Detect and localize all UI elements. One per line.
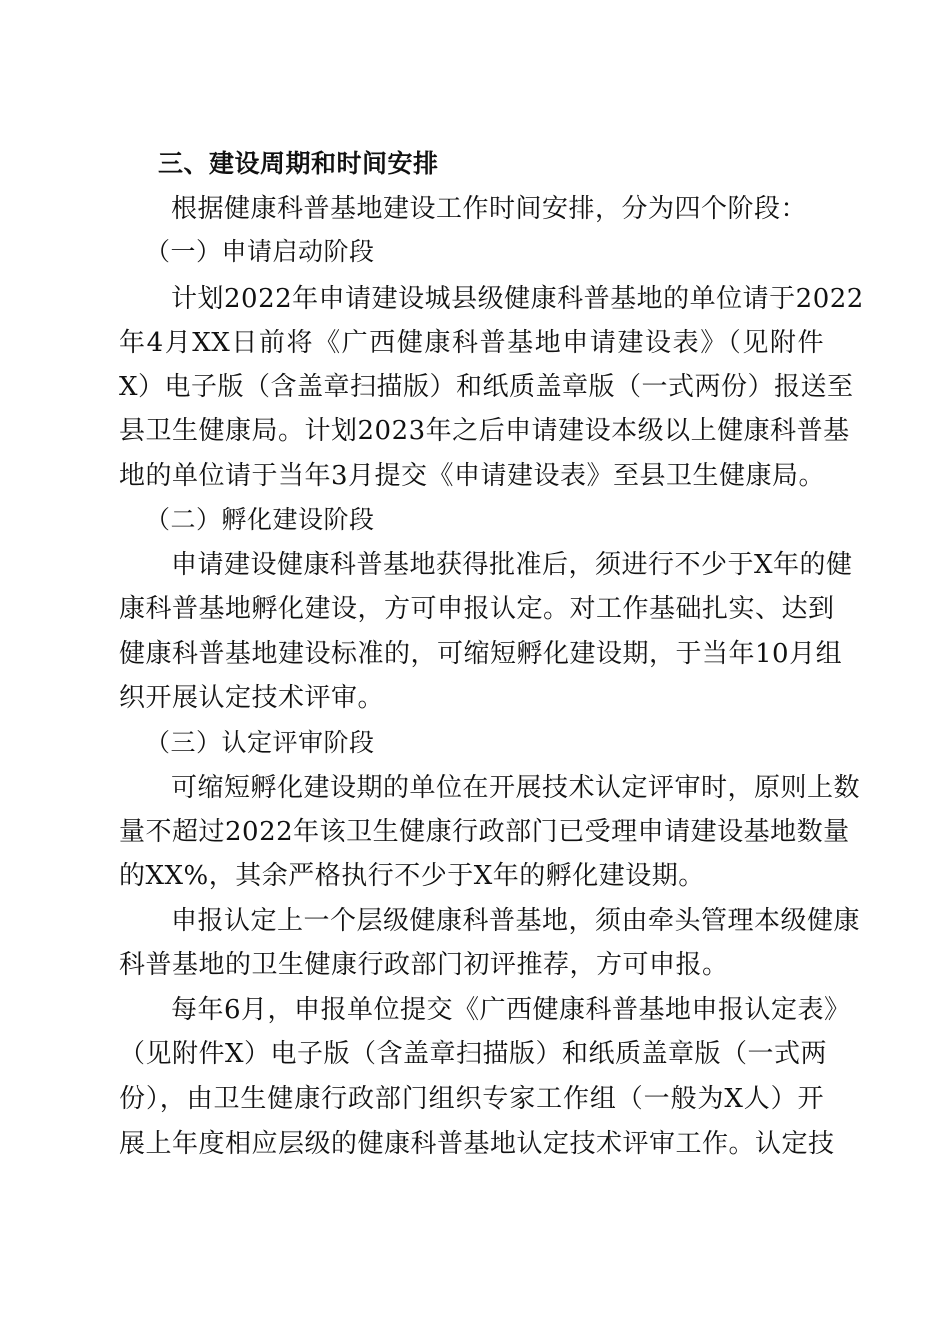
stage3-title: （三）认定评审阶段 [145, 728, 375, 757]
stage3-para3-line: （见附件X）电子版（含盖章扫描版）和纸质盖章版（一式两 [119, 1039, 828, 1069]
stage3-para2-line: 科普基地的卫生健康行政部门初评推荐，方可申报。 [119, 950, 729, 980]
stage2-line: 健康科普基地建设标准的，可缩短孵化建设期，于当年10月组 [119, 639, 843, 669]
stage3-para3-line: 展上年度相应层级的健康科普基地认定技术评审工作。认定技 [119, 1129, 835, 1159]
stage3-para3-line: 每年6月，申报单位提交《广西健康科普基地申报认定表》 [171, 995, 851, 1025]
stage1-line: 年4月XX日前将《广西健康科普基地申请建设表》（见附件 [119, 328, 824, 358]
stage3-para1-line: 可缩短孵化建设期的单位在开展技术认定评审时，原则上数 [171, 773, 861, 803]
stage2-title: （二）孵化建设阶段 [145, 505, 375, 534]
stage2-line: 织开展认定技术评审。 [119, 683, 385, 713]
stage1-title: （一）申请启动阶段 [145, 237, 375, 266]
intro-paragraph: 根据健康科普基地建设工作时间安排，分为四个阶段： [171, 194, 808, 224]
section-heading: 三、建设周期和时间安排 [158, 149, 439, 178]
stage3-para1-line: 的XX%，其余严格执行不少于X年的孵化建设期。 [119, 861, 705, 891]
stage2-line: 康科普基地孵化建设，方可申报认定。对工作基础扎实、达到 [119, 594, 835, 624]
stage1-line: X）电子版（含盖章扫描版）和纸质盖章版（一式两份）报送至 [119, 372, 854, 402]
stage2-line: 申请建设健康科普基地获得批准后，须进行不少于X年的健 [171, 550, 853, 580]
stage3-para1-line: 量不超过2022年该卫生健康行政部门已受理申请建设基地数量 [119, 817, 850, 847]
stage1-line: 计划2022年申请建设城县级健康科普基地的单位请于2022 [171, 284, 864, 314]
stage3-para2-line: 申报认定上一个层级健康科普基地，须由牵头管理本级健康 [171, 906, 861, 936]
stage1-line: 县卫生健康局。计划2023年之后申请建设本级以上健康科普基 [119, 416, 850, 446]
stage1-line: 地的单位请于当年3月提交《申请建设表》至县卫生健康局。 [119, 461, 826, 491]
stage3-para3-line: 份），由卫生健康行政部门组织专家工作组（一般为X人）开 [119, 1084, 824, 1114]
